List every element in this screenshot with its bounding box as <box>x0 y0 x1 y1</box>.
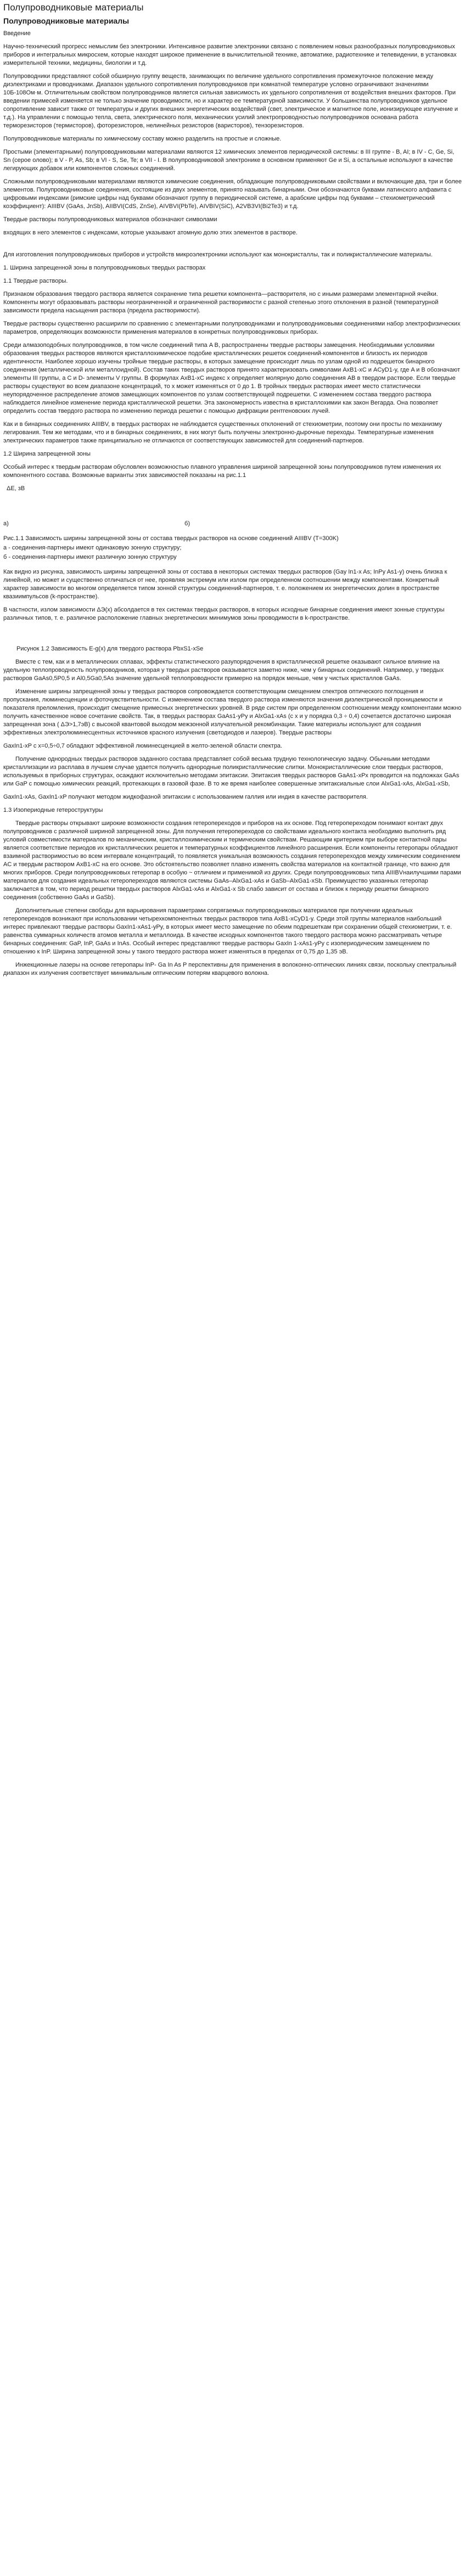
heterostructure-paragraph: Дополнительные степени свободы для варьирования параметрами сопрягаемых полупроводниковых материалов при получении идеальных гетеропереходов возникают при использовании четырехкомпонентных твердых растворов типа AxB1-xCyD1-y. Среди этой группы материалов наибольший интерес привлекают твердые растворы GaxIn1-xAs1-yPy, в которых имеет место замещение по обеим подрешеткам при сохранении общей стехиометрии, т. е. равенства суммарных количеств атомов металла и металлоида. В качестве исходных компонентов такого твердого раствора можно рассматривать четыре бинарных соединения: GaP, InP, GaAs и InAs. Особый интерес представляют твердые растворы GaxIn 1-xAs1-yPy с изопериодическим замещением по отношению к InP. Ширина запрещенной зоны у такого твердого раствора может изменяться в пределах от 0,75 до 1,35 эВ. <box>3 907 452 955</box>
solid-solution-paragraph: Признаком образования твердого раствора является сохранение типа решетки компонента—растворителя, но с иными размерами элементарной ячейки. Компоненты могут образовывать растворы неограниченной и ограниченной растворимости с разной степенью этого отклонения в разной (температурной зависимости предела насыщения раствора (предела растворимости). <box>3 291 439 314</box>
section-1-3-heading: 1.3 Изопериодные гетероструктуры <box>3 807 103 813</box>
section-1-2-heading: 1.2 Ширина запрещенной зоны <box>3 451 91 457</box>
figure-1-1-caption <box>3 535 462 562</box>
design-paragraph: Для изготовления полупроводниковых приборов и устройств микроэлектроники используют как монокристаллы, так и поликристаллические материалы. <box>3 251 433 258</box>
caption-line: Рис.1.1 Зависимость ширины запрещенной зоны от состава твердых растворов на основе соединений AIIIBV (T=300K) <box>3 535 339 542</box>
intro-paragraph: Полупроводниковые материалы по химическому составу можно разделить на простые и сложные. <box>3 136 282 142</box>
solid-solution-paragraph: Твердые растворы существенно расширили по сравнению с элементарными полупроводниками и полупроводниковыми соединениями набор электрофизических параметров, определяющих возможности применения материалов в конкретных полупроводниковых приборах. <box>3 321 461 335</box>
intro-paragraph: Твердые растворы полупроводниковых материалов обозначают символами <box>3 216 217 223</box>
window-title: Полупроводниковые материалы <box>3 2 144 13</box>
figure-1-2-caption: Рисунок 1.2 Зависимость E-g(x) для твердого раствора PbxS1-xSe <box>16 646 204 652</box>
solid-solution-paragraph: Среди алмазоподобных полупроводников, в том числе соединений типа A B, распространены твердые растворы замещения. Необходимыми условиями образования твердых растворов являются кристаллохимическое подобие кристаллических решеток соединений-компонентов и близость их периодов идентичности. Наиболее хорошо изучены тройные твердые растворы, в которых замещение происходит лишь по узлам одной из подрешеток бинарного соединения (металлической или металлоидной). Состав таких твердых растворов принято характеризовать символами AxB1-xC и ACyD1-y, где A и B обозначают элементы III группы, а C и D- элементы V группы. В формулах AxB1-xC индекс x определяет молярную долю соединения AB в твердом растворе. Если твердые растворы существуют во всем диапазоне концентраций, то x может изменяться от 0 до 1. В тройных твердых растворах имеет место статистически неупорядоченное распределение атомов замещающих компонентов по узлам соответствующей подрешетки. С изменением состава твердого раствора наблюдается линейное изменение периода кристаллической решетки. Эта закономерность известна в кристаллохимии как закон Вегарда. Она позволяет определить состав твердого раствора по изменению периода решетки с помощью дифракции рентгеновских лучей. <box>3 342 461 414</box>
section-1-heading: 1. Ширина запрещенной зоны в полупроводниковых твердых растворах <box>3 265 206 271</box>
figure-placeholder <box>3 636 462 645</box>
epitaxy-paragraph: GaxIn1-xAs, GaxIn1-xP получают методом жидкофазной эпитаксии с использованием галлия или индия в качестве растворителя. <box>3 794 368 800</box>
section-1-1-heading: 1.1 Твердые растворы. <box>3 278 68 284</box>
caption-line: б - соединения-партнеры имеют различную зонную структуру <box>3 554 177 560</box>
body-paragraph: Вместе с тем, как и в металлических сплавах, эффекты статистического разупорядочения в кристаллической решетке оказывают сильное влияние на удельную теплопроводность полупроводников, которая у твердых растворов оказывается заметно ниже, чем у бинарных соединений. Например, у твердых растворов GaAs0,5P0,5 и Al0,5Ga0,5As значение удельной теплопроводности примерно на порядок меньше, чем у чистых кристаллов GaAs. <box>3 659 444 682</box>
body-paragraph: Получение однородных твердых растворов заданного состава представляет собой весьма трудную технологическую задачу. Обычными методами кристаллизации из расплава в лучшем случае удается получить однородные поликристаллические слитки. Монокристаллические слои твердых растворов, используемых в приборных структурах, осаждают исключительно методами эпитаксии. Эпитаксия твердых растворов GaAs1-xPx проводится на подложках GaAs или GaP с помощью химических реакций, протекающих в газовой фазе. В то же время наиболее совершенные эпитаксиальные слои AlxGa1-xAs, AlxGa1-xSb, <box>3 756 460 787</box>
spacer <box>3 242 462 251</box>
intro-paragraph: Научно-технический прогресс немыслим без электроники. Интенсивное развитие электроники связано с появлением новых разнообразных полупроводниковых приборов и интегральных микросхем, которые находят широкое применение в вычислительной технике, автоматике, радиотехнике и телевидении, в установках измерительной техники, медицины, биологии и т.д. <box>3 43 457 66</box>
intro-paragraph: Сложными полупроводниковыми материалами являются химические соединения, обладающие полупроводниковыми свойствами и включающие два, три и более элементов. Полупроводниковые соединения, состоящие из двух элементов, принято называть бинарными. Они обозначаются буквами латинского алфавита с цифровыми индексами (римские цифры над буквами обозначают группу в периодической системе, а арабские цифры под буквами – стехиометрический коэффициент): AIIIBV (GaAs, JnSb), AIIBVI(CdS, ZnSe), AIVBVI(PbTe), AIVBIV(SiC), A2VB3VI(Bi2Te3) и т.д. <box>3 178 462 210</box>
band-gap-paragraph: В частности, излом зависимости ΔЭ(x) абсолдается в тех системах твердых растворов, в которых исходные бинарные соединения имеют зонные структуры различных типов, т. е. различное расположение главных энергетических минимумов зоны проводимости в k-пространстве. <box>3 607 445 621</box>
heterostructure-paragraph: Твердые растворы открывают широкие возможности создания гетеропереходов и приборов на их основе. Под гетеропереходом понимают контакт двух полупроводников с различной шириной запрещенной зоны. Для получения гетеропереходов со свойствами идеального контакта необходимо выполнить ряд условий совместимости материалов по механическим, кристаллохимическим и термическим свойствам. Решающим критерием при выборе контактной пары является соответствие периодов их кристаллических решеток и температурных коэффициентов линейного расширения. Если компоненты гетеропары обладают взаимной растворимостью во всем интервале концентраций, то появляется уникальная возможность создания гетеропереходов между химическим соединением AC и твердым раствором AxB1-xC на его основе. Это обстоятельство позволяет плавно изменять свойства материалов на контактной границе, что важно для многих приборов. Среди полупроводниковых гетеропар в особую ~ отличием и применимой из других. Среди полупроводниковых типа AIIIBVнаилучшими парами материалов для создания идеальных гетеропереходов являются системы GaAs–AlxGa1-xAs и GaSb–AlxGa1-xSb. Преимущество указанных гетеропар заключается в том, что период решетки твердых растворов AlxGa1-xAs и AlxGa1-x Sb слабо зависит от состава и близок к периоду решетки бинарного соединения (собственно GaAs и GaSb). <box>3 820 461 901</box>
intro-paragraph: Полупроводники представляют собой обширную группу веществ, занимающих по величине удельного сопротивления промежуточное положение между диэлектриками и проводниками. Диапазон удельного сопротивления полупроводников при комнатной температуре условно ограничивают значениями 10Б-108Ом·м. Отличительным свойством полупроводников является сильная зависимость их удельного сопротивления от воздействия внешних факторов. При введении примесей изменяется не только значение проводимости, но и характер ее температурной зависимости. У большинства полупроводников удельное сопротивление зависит также от температуры и других внешних энергетических воздействий (свет, электрическое и магнитное поле, ионизирующее излучение и т.д.). На управлении с помощью тепла, света, электрического поля, механических усилий электропроводностью полупроводников основана работа терморезисторов (термисторов), фоторезисторов, нелинейных резисторов (варисторов), тензорезисторов. <box>3 73 458 129</box>
body-paragraph: Изменение ширины запрещенной зоны у твердых растворов сопровождается соответствующим смещением спектров оптического поглощения и пропускания, люминесценции и фоточувствительности. С изменением состава твердого раствора изменяются значения диэлектрической проницаемости и показателя преломления, происходит смещение примесных энергетических уровней. В ряде систем при определенном соотношении между компонентами можно получить качественное новое сочетание свойств. Так, в твердых растворах GaAs1-yPy и AlxGa1-xAs (с x и y порядка 0,3 ÷ 0,4) сочетается достаточно широкая запрещенная зона ( ΔЭ>1,7эВ) с высокой квантовой выходом межзонной излучательной рекомбинации. Такие материалы используют для создания эффективных электролюминесцентных источников красного излучения (светодиодов и лазеров). Твердые растворы <box>3 688 462 736</box>
caption-line: а - соединения-партнеры имеют одинаковую зонную структуру; <box>3 545 182 551</box>
introduction-heading: Введение <box>3 30 31 37</box>
figure-panel-label-a: а) <box>3 520 9 527</box>
intro-paragraph: входящих в него элементов с индексами, которые указывают атомную долю этих элементов в растворе. <box>3 229 298 236</box>
figure-placeholder <box>3 507 462 515</box>
figure-placeholder <box>3 498 462 507</box>
band-gap-paragraph: Особый интерес к твердым растворам обусловлен возможностью плавного управления шириной запрещенной зоны полупроводников путем изменения их компонентного состава. Возможные варианты этих зависимостей показаны на рис.1.1 <box>3 464 441 479</box>
document-title: Полупроводниковые материалы <box>3 16 130 25</box>
band-gap-paragraph: Как видно из рисунка, зависимость ширины запрещенной зоны от состава в некоторых системах твердых растворов (Gay In1-x As; InPy As1-y) очень близка к линейной, но может и существенно отличаться от нее, проявляя экстремум или излом при определенном соотношении между компонентами. Конкретный характер зависимости во многом определяется типом зонной структуры соединений-партнеров, т. е. положением их энергетических долин в пространстве квазиимпульсов (k-пространстве). <box>3 569 447 600</box>
intro-paragraph: Простыми (элементарными) полупроводниковыми материалами являются 12 химических элементов периодической системы: в III группе - B, AI; в IV - C, Ge, Si, Sn (серое олово); в V - P, As, Sb; в VI - S, Se, Te; в VII - I. В полупроводниковой электронике в основном применяют Ge и Si, а остальные используют в качестве легирующих добавок или компонентов сложных соединений. <box>3 149 455 172</box>
figure-panel-label-b: б) <box>184 520 190 527</box>
solid-solution-paragraph: Как и в бинарных соединениях AIIIBV, в твердых растворах не наблюдается существенных отклонений от стехиометрии, поэтому они просты по механизму легирования. Тем же методами, что и в бинарных соединениях, в них могут быть получены электронно-дырочные переходы. Температурные изменения электрических параметров также принципиально не отличаются от соответствующих зависимостей для соединений-партнеров. <box>3 421 442 444</box>
heterostructure-paragraph: Инжекционные лазеры на основе гетеропары InP- Ga In As P перспективны для применения в волоконно-оптических линиях связи, поскольку спектральный диапазон их излучения соответствует минимальным оптическим потерям кварцевого волокна. <box>3 962 457 976</box>
figure-panel-labels <box>3 520 190 528</box>
document-page <box>3 0 462 978</box>
figure-axis-label: ΔE, зВ <box>7 485 25 492</box>
figure-placeholder <box>3 627 462 636</box>
body-paragraph: GaxIn1-xP с x=0,5÷0,7 обладают эффективной люминесценцией в желто-зеленой области спектра. <box>3 743 283 749</box>
